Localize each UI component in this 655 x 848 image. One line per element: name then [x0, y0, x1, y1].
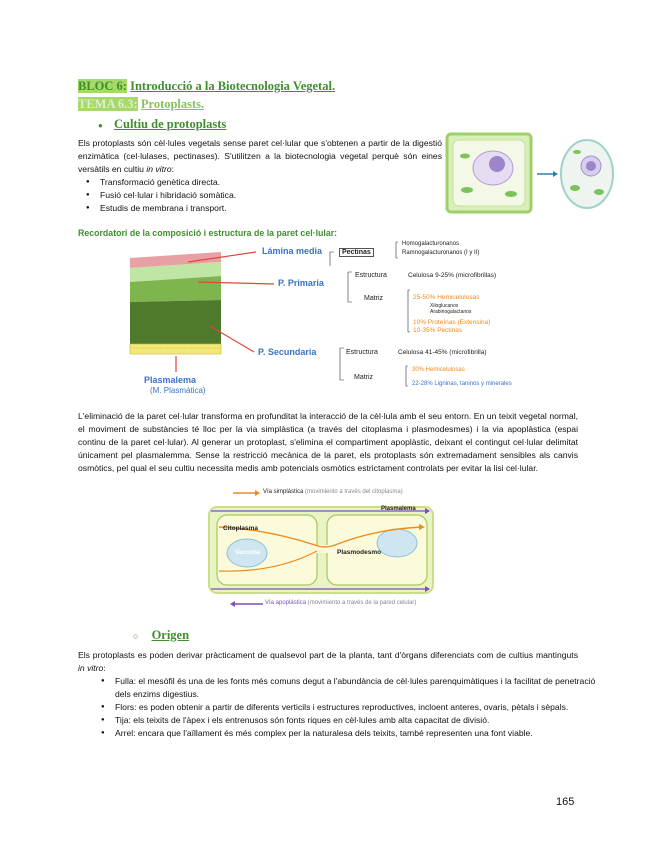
plant-cell-illustration: [445, 130, 615, 215]
list-item: ● Flors: es poden obtenir a partir de diferents verticils i estructures reproductives, incloent anteres, ovaris, pètals i sèpals.: [115, 701, 600, 714]
origen-end: :: [103, 663, 106, 673]
prim-hemi-item: Xiloglucanos: [430, 303, 459, 309]
prim-hemi-item: Arabinogalactanos: [430, 309, 472, 315]
plasmalema-label: Plasmalema: [144, 375, 197, 385]
apoplastica-desc: (movimiento a través de la pared celular): [307, 600, 417, 606]
bloc-label: BLOC 6:: [78, 79, 127, 93]
lamina-media-label: Lámina media: [262, 246, 323, 256]
tema-title: Protoplasts.: [140, 97, 205, 111]
sec-estructura-label: Estructura: [346, 349, 378, 356]
list-item: ● Arrel: encara que l'aïllament és més complex per la naturalesa dels teixits, també representen una font viable.: [115, 727, 600, 740]
pectinas-label: Pectinas: [339, 248, 374, 257]
plasmalema-transport-label: Plasmalema: [381, 506, 416, 512]
list-item: ● Tija: els teixits de l'àpex i els entrenusos són fonts riques en cèl·lules amb alta capacitat de divisió.: [115, 714, 600, 727]
bloc-heading: [78, 79, 335, 94]
list-item: ● Fulla: el mesòfil és una de les fonts més comuns degut a l'abundància de cèl·lules parenquimàtiques i la facilitat de penetració dels enzims digestius.: [115, 675, 600, 701]
list-item: ● Estudis de membrana i transport.: [100, 202, 440, 215]
origen-bullets: [93, 675, 600, 740]
intro-end: :: [171, 164, 175, 174]
paragraph-apoplast: L'eliminació de la paret cel·lular transforma en profunditat la interacció de la cèl·lula amb el seu entorn. En un teixit vegetal normal, el moviment de substàncies té lloc per la via simplàstica (a través del citoplasma i plasmodesmes) i la via apoplàstica (espai continu de la paret cel·lular). Al generar un protoplast, s'elimina el compartiment apoplàstic, deixant el contingut cel·lular delimitat únicament pel plasmalemma. Sense la restricció mecànica de la paret, els protoplasts són extremadament sensibles als canvis osmòtics, pel qual el seu cultiu necessita medis amb potencials osmòtics estrictament controlats per evitar la lisi cel·lular.: [78, 411, 578, 473]
prim-hemi: 25-50% Hemicelulosas: [413, 294, 480, 301]
apoplastica-title: Vía apoplástica: [265, 600, 307, 606]
wall-diagram: [78, 240, 518, 398]
list-item: ● Transformació genètica directa.: [100, 176, 440, 189]
simplastica-title: Vía simplástica: [263, 489, 304, 495]
wall-note: Recordatori de la composició i estructura de la paret cel·lular:: [78, 228, 338, 238]
apoplastica-label: [265, 600, 416, 606]
plasmalema-sub-label: (M. Plasmática): [150, 386, 206, 395]
tema-label: TEMA 6.3:: [78, 97, 138, 111]
prim-pectinas: 10-35% Pectinas: [413, 327, 463, 334]
intro-text: Els protoplasts són cèl·lules vegetals sense paret cel·lular que s'obtenen a partir de la digestió enzimàtica (cel·lulases, pectinases). S'utilitzen a la biotecnologia vegetal perquè són eines versàtils en cultiu: [78, 138, 442, 174]
intro-italic: in vitro: [146, 164, 172, 174]
p-primaria-label: P. Primaria: [278, 278, 324, 288]
p-secundaria-label: P. Secundaria: [258, 347, 317, 357]
prim-proteinas: 10% Proteínas (Extensina): [413, 319, 491, 326]
section-heading: [98, 117, 226, 132]
prim-matriz-label: Matriz: [364, 295, 384, 302]
intro-paragraph: [78, 137, 442, 176]
prim-estructura-label: Estructura: [355, 272, 387, 279]
tema-heading: [78, 97, 204, 112]
origen-heading: [133, 628, 189, 643]
simplastica-desc: (movimiento a través del citoplasma): [305, 489, 403, 495]
origen-title: Origen: [151, 628, 190, 642]
pectinas-item: Homogalacturonanos: [402, 241, 460, 247]
origen-italic: in vitro: [78, 663, 104, 673]
citoplasma-label: Citoplasma: [223, 525, 259, 532]
sec-lig: 22-28% Ligninas, taninos y minerales: [412, 381, 512, 387]
bloc-title: Introducció a la Biotecnologia Vegetal.: [130, 79, 336, 93]
section-bullet-icon: ●: [98, 121, 103, 130]
simplastica-label: [263, 489, 403, 495]
plasmodesmo-label: Plasmodesmo: [337, 549, 382, 556]
sec-hemi: 30% Hemicelulosas: [412, 367, 465, 373]
sec-estructura-value: Celulosa 41-45% (microfibrilla): [398, 349, 487, 356]
sec-matriz-label: Matriz: [354, 374, 374, 381]
section-title: Cultiu de protoplasts: [113, 117, 227, 131]
prim-estructura-value: Celulosa 9-25% (microfibrillas): [408, 272, 497, 279]
origen-text: Els protoplasts es poden derivar pràcticament de qualsevol part de la planta, tant d'òrgans diferenciats com de cultius mantinguts: [78, 650, 578, 660]
list-item: ● Fusió cel·lular i hibridació somàtica.: [100, 189, 440, 202]
pectinas-item: Ramnogalacturonanos (I y II): [402, 250, 480, 256]
transport-diagram: [205, 487, 435, 612]
origen-paragraph: [78, 649, 578, 675]
origen-bullet-icon: ○: [133, 631, 139, 641]
vacuola-label: Vacuola: [235, 549, 260, 556]
page-number: 165: [556, 796, 575, 808]
intro-bullets: [78, 176, 440, 215]
